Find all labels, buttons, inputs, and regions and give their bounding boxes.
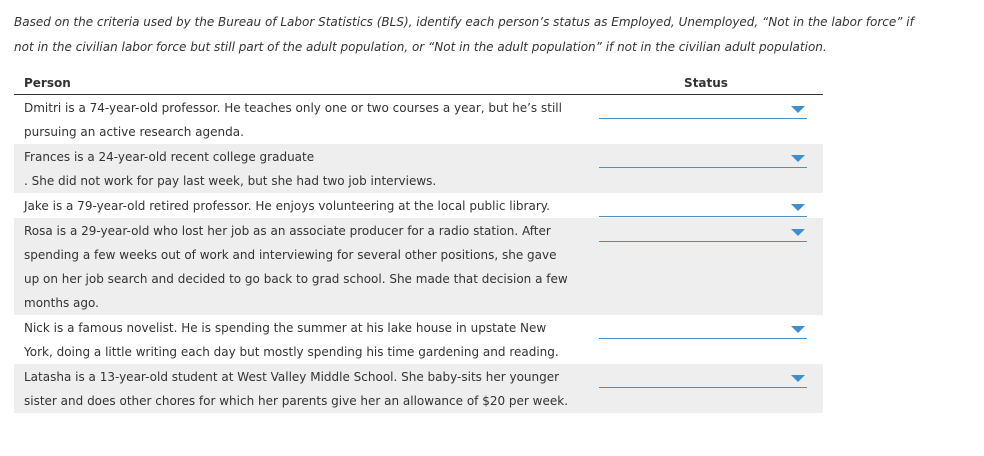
description-line: York, doing a little writing each day but mostly spending his time gardening and reading. xyxy=(24,345,559,359)
table-row xyxy=(14,144,823,193)
person-description xyxy=(14,95,589,144)
description-line: spending a few weeks out of work and interviewing for several other positions, she gave xyxy=(24,248,557,262)
instructions-line-2: not in the civilian labor force but still part of the adult population, or “Not in the adult population” if not in the civilian adult population. xyxy=(14,40,827,54)
status-dropdown[interactable] xyxy=(599,319,807,339)
status-cell xyxy=(589,218,823,315)
caret-down-icon xyxy=(791,229,805,236)
caret-down-icon xyxy=(791,155,805,162)
table-row xyxy=(14,364,823,413)
status-column-header: Status xyxy=(684,76,728,90)
status-dropdown[interactable] xyxy=(599,368,807,388)
description-line: Dmitri is a 74-year-old professor. He teaches only one or two courses a year, but he’s still xyxy=(24,101,562,115)
status-cell xyxy=(589,95,823,144)
description-line: months ago. xyxy=(24,296,99,310)
status-dropdown[interactable] xyxy=(599,222,807,242)
person-description xyxy=(14,193,589,218)
instructions xyxy=(14,10,964,60)
person-description xyxy=(14,218,589,315)
caret-down-icon xyxy=(791,326,805,333)
description-line: Jake is a 79-year-old retired professor. He enjoys volunteering at the local public library. xyxy=(24,199,550,213)
status-cell xyxy=(589,193,823,218)
person-description xyxy=(14,364,589,413)
caret-down-icon xyxy=(791,375,805,382)
table-row xyxy=(14,193,823,218)
description-line: Nick is a famous novelist. He is spending the summer at his lake house in upstate New xyxy=(24,321,547,335)
caret-down-icon xyxy=(791,106,805,113)
description-line: up on her job search and decided to go back to grad school. She made that decision a few xyxy=(24,272,568,286)
description-line: Latasha is a 13-year-old student at West Valley Middle School. She baby-sits her younger xyxy=(24,370,560,384)
status-cell xyxy=(589,364,823,413)
description-line: Frances is a 24-year-old recent college graduate xyxy=(24,150,315,164)
person-description xyxy=(14,315,589,364)
status-cell xyxy=(589,144,823,193)
table-header xyxy=(14,73,823,95)
status-table xyxy=(14,73,823,413)
status-dropdown[interactable] xyxy=(599,197,807,217)
person-column-header: Person xyxy=(24,76,71,90)
description-line: Rosa is a 29-year-old who lost her job as an associate producer for a radio station. After xyxy=(24,224,551,238)
description-line: . She did not work for pay last week, but she had two job interviews. xyxy=(24,174,437,188)
status-dropdown[interactable] xyxy=(599,99,807,119)
table-row xyxy=(14,95,823,144)
caret-down-icon xyxy=(791,204,805,211)
status-dropdown[interactable] xyxy=(599,148,807,168)
instructions-line-1: Based on the criteria used by the Bureau of Labor Statistics (BLS), identify each person’s status as Employed, Unemployed, “Not in the labor force” if xyxy=(14,15,914,29)
person-description xyxy=(14,144,589,193)
description-line: pursuing an active research agenda. xyxy=(24,125,244,139)
table-row xyxy=(14,315,823,364)
table-row xyxy=(14,218,823,315)
status-cell xyxy=(589,315,823,364)
description-line: sister and does other chores for which her parents give her an allowance of $20 per week. xyxy=(24,394,569,408)
